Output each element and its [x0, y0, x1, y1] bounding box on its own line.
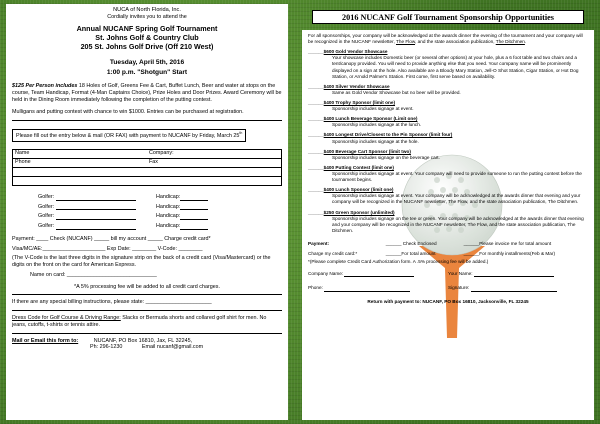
- golfer-label: Golfer:: [38, 193, 55, 200]
- company-name-field[interactable]: [344, 276, 414, 277]
- golfer-field[interactable]: [56, 229, 136, 230]
- sponsor-description: Sponsorship includes signage at event. Your company will be acknowledged at the awards dinner that evening and your company will be recognized in the NUCANF newsletter, The Flow, and the state association publication, The Ditchmen.: [332, 193, 581, 205]
- sponsor-item: ______$400 Beverage Cart Sponsor (limit two) Sponsorship includes signage on the beverage cart.: [308, 149, 588, 161]
- phone-label: Phone:: [308, 285, 323, 291]
- signature-field[interactable]: [471, 291, 557, 292]
- sponsorship-title: 2016 NUCANF Golf Tournament Sponsorship Opportunities: [312, 10, 584, 24]
- golfer-field[interactable]: [56, 219, 136, 220]
- your-name-label: Your Name:: [448, 271, 473, 277]
- company-row: [308, 271, 588, 277]
- sponsor-heading: $400 Trophy Sponsor (limit one): [323, 99, 396, 105]
- price-description: [12, 83, 282, 103]
- dress-code-label: Dress Code for Golf Course & Driving Range:: [12, 315, 121, 321]
- name-on-card: Name on card: ______________________________: [30, 271, 157, 278]
- venue-address: 205 St. Johns Golf Drive (Off 210 West): [80, 41, 214, 51]
- sponsor-heading: $400 Longest Drive/Closest to the Pin Sponsor (limit four): [323, 132, 453, 138]
- sponsorship-intro: [308, 33, 588, 45]
- sponsor-heading: $400 Lunch Beverage Sponsor (Limit one): [323, 116, 418, 122]
- card-number-line: Visa/MC/AE:_____________________ Exp Date: ________ V-Code: ________: [12, 245, 203, 252]
- sponsor-item: ______$400 Silver Vendor Showcase Same as Gold Vendor Showcase but no beer will be provided.: [308, 84, 588, 96]
- handicap-label: Handicap:: [156, 193, 181, 200]
- return-address: Return with payment to: NUCANF, PO Box 16810, Jacksonville, FL 32245: [367, 298, 529, 304]
- sponsor-item: ______$400 Lunch Sponsor (limit one) Sponsorship includes signage at event. Your company will be acknowledged at the awards dinner that evening and your company will be recognized in the NUCANF newsletter, The Flow, and the state association publication, The Ditchmen.: [308, 187, 588, 205]
- event-title: Annual NUCANF Spring Golf Tournament: [76, 23, 218, 33]
- golfer-label: Golfer:: [38, 213, 55, 220]
- mulligans-note: Mulligans and putting contest with chance to win $1000. Entries can be purchased at registration.: [12, 109, 244, 116]
- company-name-label: Company Name:: [308, 271, 344, 277]
- golfer-row: [12, 213, 282, 220]
- handicap-field[interactable]: [180, 209, 208, 210]
- mail-label: Mail or Email this form to:: [12, 337, 79, 344]
- dress-code: [12, 315, 282, 329]
- dress-code-text: Slacks or Bermuda shorts and collared golf shirt for men. No jeans, cutoffs, t-shirts or tennis attire.: [12, 315, 267, 328]
- fee-note: *A 5% processing fee will be added to all credit card charges.: [74, 283, 220, 290]
- intro-text-c: .: [524, 39, 527, 45]
- vcode-note: (The V-Code is the last three digits in the signature strip on the back of a credit card (Visa/Mastercard) or the digits on the front on the card for American Express.: [12, 255, 271, 268]
- total-amount-option[interactable]: ______For total amount: [385, 251, 436, 257]
- charge-card-label: Charge my credit card:*: [308, 251, 358, 257]
- price-label: $125 Per Person includes: [12, 83, 78, 90]
- price-details: 18 Holes of Golf, Greens Fee & Cart, Buffet Lunch, Beer and water at stops on the course, Team Handicap, Format (4-Man Captains Choice), Prize Holes and Door Prizes. Award Ceremony will be held in the Dining Room immediately following the completion of the putting contest.: [12, 83, 282, 103]
- company-field[interactable]: Company:: [149, 150, 174, 157]
- handicap-field[interactable]: [180, 219, 208, 220]
- sponsor-heading: $400 Putting Contest (limit one): [323, 164, 394, 170]
- sponsor-description: Same as Gold Vendor Showcase but no beer will be provided.: [332, 89, 461, 95]
- handicap-label: Handicap:: [156, 223, 181, 229]
- fill-out-sup: th: [239, 131, 243, 136]
- card-row: [308, 251, 588, 257]
- contact-line: [12, 344, 282, 351]
- fax-field[interactable]: Fax: [149, 159, 158, 166]
- sponsor-item: ______$400 Longest Drive/Closest to the Pin Sponsor (limit four) Sponsorship includes signage at the hole.: [308, 132, 588, 144]
- entry-row: [13, 168, 281, 177]
- sponsor-description: Sponsorship includes signage at the lunch.: [332, 122, 422, 128]
- event-date: Tuesday, April 5th, 2016: [109, 58, 185, 66]
- entry-row: [13, 150, 281, 159]
- divider: [12, 294, 282, 295]
- golfer-label: Golfer:: [38, 223, 55, 229]
- golfer-list: [12, 194, 282, 230]
- handicap-label: Handicap:: [156, 203, 181, 210]
- mail-phone: Ph: 296-1230: [90, 344, 123, 351]
- sponsor-description: Sponsorship includes signage at the hole.: [332, 138, 419, 144]
- your-name-field[interactable]: [474, 276, 554, 277]
- sponsor-heading: $600 Gold Vendor Showcase: [323, 49, 388, 55]
- divider: [12, 120, 282, 121]
- sponsor-description: Sponsorship includes signage on the beverage cart.: [332, 154, 440, 160]
- phone-row: [308, 285, 588, 291]
- mail-address: NUCANF, PO Box 16810, Jax, FL 32245,: [93, 337, 193, 344]
- entry-grid: [12, 149, 282, 186]
- sponsor-description: Sponsorship includes signage at event.: [332, 106, 414, 112]
- golfer-row: [12, 194, 282, 201]
- sponsor-description: Sponsorship includes signage at event. Your company will need to provide someone to run the putting contest before the tournament begins.: [332, 170, 582, 183]
- mail-info: [12, 338, 282, 345]
- sponsor-item: ______$400 Putting Contest (limit one) Sponsorship includes signage at event. Your company will need to provide someone to run the putting contest before the tournament begins.: [308, 165, 588, 183]
- sponsor-item: ______$400 Lunch Beverage Sponsor (Limit one) Sponsorship includes signage at the lunch.: [308, 116, 588, 128]
- divider: [12, 333, 282, 334]
- fill-out-instructions: [12, 129, 246, 142]
- golfer-field[interactable]: [56, 200, 136, 201]
- golfer-row: [12, 223, 282, 230]
- handicap-field[interactable]: [180, 200, 208, 201]
- intro-flow: The Flow: [395, 39, 416, 45]
- intro-text-a: For all sponsorships, your company will be acknowledged at the awards dinner the evening of the tournament and your company will be recognized in the NUCANF newsletter,: [308, 33, 583, 45]
- sponsor-description: Your showcase includes Domestic beer (or several other options) at your hole, plus a 6 foot table and two chairs and a tent/canopy provided. You will need to provide anything else that you need. Your company name will be prominently displayed on a sign at the hole. Also available are a Bloody Mary Station, Jell-O Shot Station, Cigar Station, or Hot Dog Station, or Arnold Palmer's Station. First come, first serve based on availability.: [332, 55, 579, 79]
- venue-name: St. Johns Golf & Country Club: [95, 32, 199, 42]
- fill-out-text: Please fill out the entry below & mail (OR FAX) with payment to NUCANF by Friday, March 25: [16, 133, 240, 139]
- handicap-field[interactable]: [180, 229, 208, 230]
- payment-options: Payment: ____ Check (NUCANF) _____ bill my account _____ Charge credit card*: [12, 235, 211, 242]
- sponsor-heading: $400 Silver Vendor Showcase: [323, 83, 390, 89]
- name-field[interactable]: Name: [15, 150, 30, 157]
- invitation-panel: [6, 4, 288, 420]
- sponsor-heading: $400 Lunch Sponsor (limit one): [323, 187, 394, 193]
- sponsor-heading: $250 Green Sponsor (unlimited): [323, 209, 395, 215]
- check-enclosed-option[interactable]: ______ Check Enclosed: [385, 240, 437, 246]
- invoice-option[interactable]: ______Please invoice me for total amount: [463, 240, 552, 246]
- entry-row: [13, 159, 281, 168]
- authorization-note: *(Please complete Credit Card Authorization form. A .5% processing fee will be added.): [308, 259, 489, 265]
- special-billing: If there are any special billing instructions, please state: ______________________: [12, 299, 212, 306]
- golfer-field[interactable]: [56, 209, 136, 210]
- sponsorship-content: [308, 33, 588, 305]
- golfer-row: [12, 204, 282, 211]
- payment-label: Payment:: [308, 240, 330, 246]
- sponsor-item: ______$250 Green Sponsor (unlimited) Sponsorship includes signage on the tee or green. Your company will be acknowledged at the awards dinner that evening and your company will be recognized in the NUCANF newsletter, The Flow, and the state association publication, The Ditchmen.: [308, 210, 588, 234]
- invite-line: Cordially invites you to attend the: [107, 13, 187, 20]
- sponsor-heading: $400 Beverage Cart Sponsor (limit two): [323, 148, 411, 154]
- signature-label: Signature:: [448, 285, 470, 291]
- payment-row: [308, 241, 588, 247]
- mail-email[interactable]: Email nucanf@gmail.com: [141, 344, 204, 351]
- org-name: NUCA of North Florida, Inc.: [113, 7, 181, 13]
- intro-text-b: , and the state association publication,: [415, 39, 496, 45]
- sponsor-description: Sponsorship includes signage on the tee or green. Your company will be acknowledged at the awards dinner that evening and your company will be recognized in the NUCANF newsletter, The Flow, and the state association publication, The Ditchmen.: [332, 215, 584, 233]
- divider: [12, 310, 282, 311]
- event-time: 1:00 p.m. "Shotgun" Start: [106, 68, 188, 76]
- sponsor-item: ______$400 Trophy Sponsor (limit one) Sponsorship includes signage at event.: [308, 100, 588, 112]
- sponsor-item: ______$600 Gold Vendor Showcase Your showcase includes Domestic beer (or several other options) at your hole, plus a 6 foot table and two chairs and a tent/canopy provided. You will need to provide anything else that you need. Your company name will be prominently displayed on a sign at the hole. Also available are a Bloody Mary Station, Jell-O Shot Station, Cigar Station, or Hot Dog Station, or Arnold Palmer's Station. First come, first serve based on availability.: [308, 49, 588, 80]
- intro-ditchmen: The Ditchmen: [495, 39, 525, 45]
- handicap-label: Handicap:: [156, 213, 181, 220]
- golfer-label: Golfer:: [38, 203, 55, 210]
- phone-field[interactable]: [324, 291, 410, 292]
- monthly-option[interactable]: ______For monthly installments(Feb & Mar): [463, 251, 556, 257]
- entry-row: [13, 177, 281, 185]
- sponsorship-panel: [302, 30, 594, 420]
- phone-field[interactable]: Phone: [15, 159, 31, 166]
